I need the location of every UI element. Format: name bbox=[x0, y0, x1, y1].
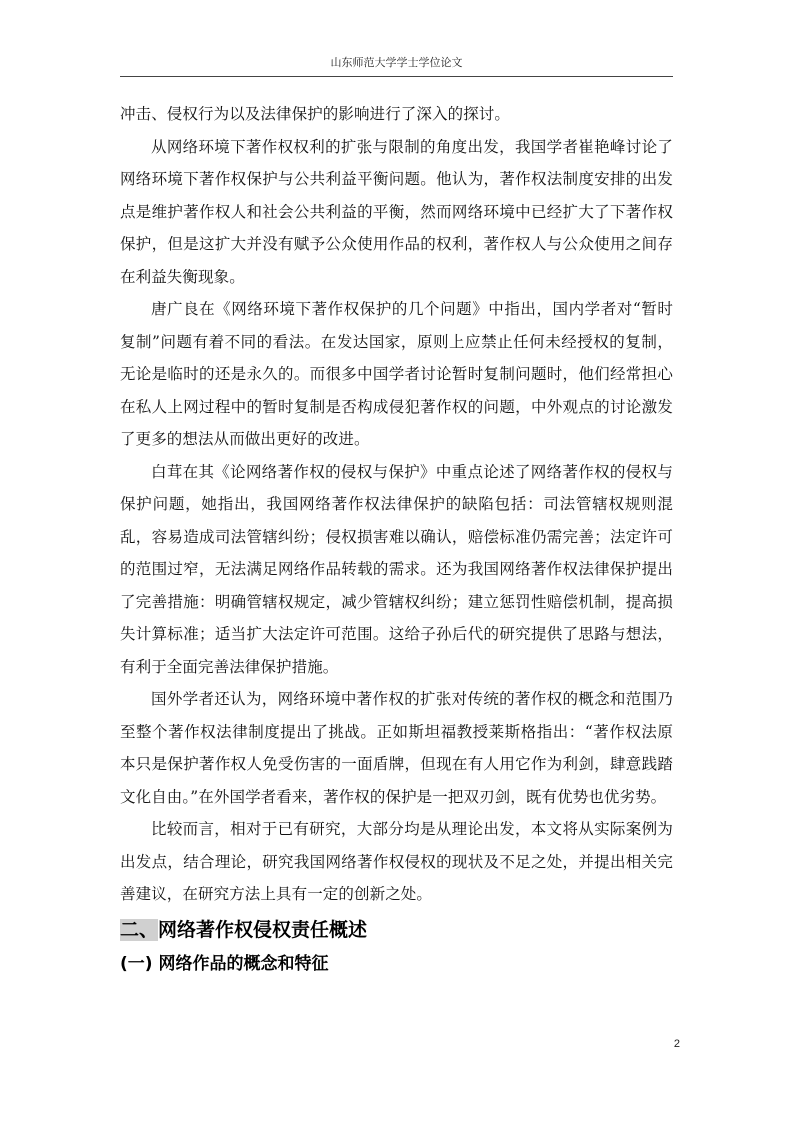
paragraph-tang-guangliang: 唐广良在《网络环境下著作权保护的几个问题》中指出，国内学者对“暂时复制”问题有着不同的看法。在发达国家，原则上应禁止任何未经授权的复制，无论是临时的还是永久的。而很多中国学者讨论暂时复制问题时，他们经常担心在私人上网过程中的暂时复制是否构成侵犯著作权的问题，中外观点的讨论激发了更多的想法从而做出更好的改进。 bbox=[120, 300, 673, 448]
running-header: 山东师范大学学士学位论文 bbox=[330, 56, 463, 69]
paragraph-bai-rong: 白茸在其《论网络著作权的侵权与保护》中重点论述了网络著作权的侵权与保护问题，她指出，我国网络著作权法律保护的缺陷包括：司法管辖权规则混乱，容易造成司法管辖纠纷；侵权损害难以确认，赔偿标准仍需完善；法定许可的范围过窄，无法满足网络作品转载的需求。还为我国网络著作权法律保护提出了完善措施：明确管辖权规定，减少管辖权纠纷；建立惩罚性赔偿机制，提高损失计算标准；适当扩大法定许可范围。这给子孙后代的研究提供了思路与想法，有利于全面完善法律保护措施。 bbox=[120, 462, 673, 676]
header-rule bbox=[120, 76, 673, 77]
document-body bbox=[120, 98, 673, 979]
paragraph-foreign-scholars: 国外学者还认为，网络环境中著作权的扩张对传统的著作权的概念和范围乃至整个著作权法律制度提出了挑战。正如斯坦福教授莱斯格指出：“著作权法原本只是保护著作权人免受伤害的一面盾牌，但现在有人用它作为利剑，肆意践踏文化自由。”在外国学者看来，著作权的保护是一把双刃剑，既有优势也优劣势。 bbox=[120, 690, 673, 806]
subsection-title: 网络作品的概念和特征 bbox=[158, 953, 329, 974]
paragraph-cui-yanfeng: 从网络环境下著作权权利的扩张与限制的角度出发，我国学者崔艳峰讨论了网络环境下著作权保护与公共利益平衡问题。他认为，著作权法制度安排的出发点是维护著作权人和社会公共利益的平衡，然而网络环境中已经扩大了下著作权保护，但是这扩大并没有赋予公众使用作品的权利，著作权人与公众使用之间存在利益失衡现象。 bbox=[120, 137, 673, 286]
subsection-number: (一) bbox=[120, 953, 153, 974]
section-number: 二、 bbox=[120, 918, 159, 941]
paragraph-continuation: 冲击、侵权行为以及法律保护的影响进行了深入的探讨。 bbox=[120, 105, 511, 123]
section-title: 网络著作权侵权责任概述 bbox=[158, 918, 368, 941]
page-number: 2 bbox=[673, 1038, 680, 1050]
subsection-heading bbox=[120, 949, 673, 979]
paragraph-comparison: 比较而言，相对于已有研究，大部分均是从理论出发，本文将从实际案例为出发点，结合理论，研究我国网络著作权侵权的现状及不足之处，并提出相关完善建议，在研究方法上具有一定的创新之处。 bbox=[120, 820, 673, 903]
section-heading bbox=[120, 913, 673, 947]
